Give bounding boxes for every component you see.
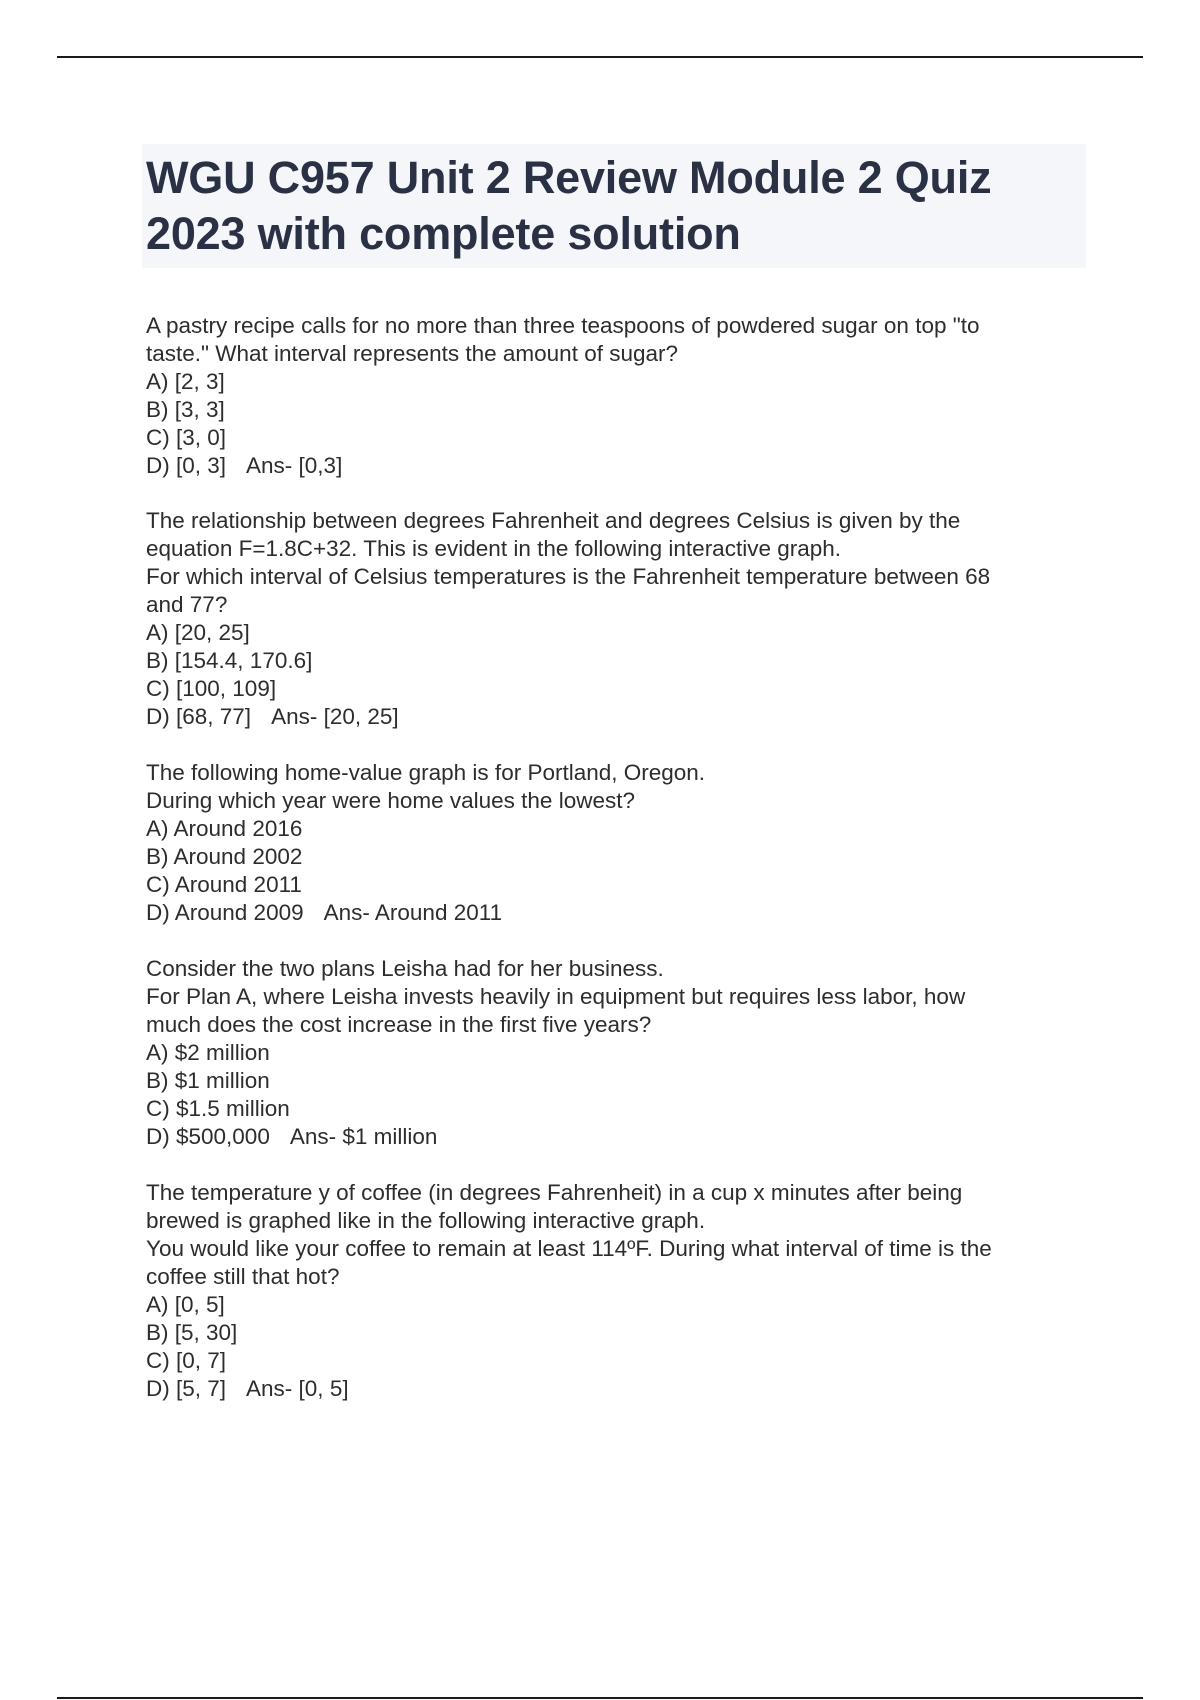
- answer-option: [146, 843, 1086, 871]
- question-text-line: The following home-value graph is for Portland, Oregon.: [146, 760, 706, 785]
- option-text: A) [20, 25]: [146, 620, 250, 645]
- answer-option: [146, 1347, 1086, 1375]
- question-text-line: The relationship between degrees Fahrenheit and degrees Celsius is given by the: [146, 508, 961, 533]
- footer-rule: [57, 1697, 1143, 1699]
- option-text: D) $500,000: [146, 1124, 270, 1149]
- question-text-line: brewed is graphed like in the following interactive graph.: [146, 1208, 706, 1233]
- answer-option: [146, 452, 1086, 480]
- answer-key: Ans- Around 2011: [323, 900, 503, 925]
- question-text-line: Consider the two plans Leisha had for her business.: [146, 956, 664, 981]
- answer-option: [146, 815, 1086, 843]
- option-text: C) $1.5 million: [146, 1096, 290, 1121]
- title-line-1: WGU C957 Unit 2 Review Module 2 Quiz: [146, 152, 992, 203]
- answer-key: Ans- [20, 25]: [271, 704, 399, 729]
- option-text: B) [3, 3]: [146, 397, 225, 422]
- answer-option: [146, 368, 1086, 396]
- answer-option: [146, 1067, 1086, 1095]
- option-text: D) [0, 3]: [146, 453, 227, 478]
- title-line-2: 2023 with complete solution: [146, 208, 741, 259]
- question-list: [146, 312, 1086, 1431]
- question-text-line: taste." What interval represents the amount of sugar?: [146, 341, 679, 366]
- option-text: A) [0, 5]: [146, 1292, 225, 1317]
- answer-option: [146, 871, 1086, 899]
- option-text: D) Around 2009: [146, 900, 304, 925]
- header-rule: [57, 56, 1143, 58]
- answer-option: [146, 1319, 1086, 1347]
- answer-option: [146, 619, 1086, 647]
- answer-option: [146, 899, 1086, 927]
- option-text: B) Around 2002: [146, 844, 303, 869]
- option-text: C) [100, 109]: [146, 676, 277, 701]
- option-text: B) [5, 30]: [146, 1320, 238, 1345]
- title-block: [142, 144, 1086, 268]
- answer-option: [146, 1375, 1086, 1403]
- question-text-line: equation F=1.8C+32. This is evident in the following interactive graph.: [146, 536, 842, 561]
- question-text-line: For Plan A, where Leisha invests heavily in equipment but requires less labor, how: [146, 984, 966, 1009]
- question-block: [146, 759, 1086, 927]
- answer-option: [146, 703, 1086, 731]
- question-text-line: and 77?: [146, 592, 228, 617]
- question-text-line: coffee still that hot?: [146, 1264, 340, 1289]
- answer-key: Ans- $1 million: [289, 1124, 438, 1149]
- question-text-line: much does the cost increase in the first five years?: [146, 1012, 652, 1037]
- option-text: C) [0, 7]: [146, 1348, 227, 1373]
- question-block: [146, 507, 1086, 731]
- answer-option: [146, 424, 1086, 452]
- question-text-line: You would like your coffee to remain at least 114ºF. During what interval of time is the: [146, 1236, 992, 1261]
- answer-key: Ans- [0,3]: [246, 453, 343, 478]
- question-text-line: A pastry recipe calls for no more than three teaspoons of powdered sugar on top "to: [146, 313, 980, 338]
- question-text-line: For which interval of Celsius temperatures is the Fahrenheit temperature between 68: [146, 564, 991, 589]
- answer-option: [146, 1291, 1086, 1319]
- answer-key: Ans- [0, 5]: [246, 1376, 349, 1401]
- option-text: A) [2, 3]: [146, 369, 225, 394]
- option-text: B) [154.4, 170.6]: [146, 648, 313, 673]
- answer-option: [146, 1039, 1086, 1067]
- option-text: A) $2 million: [146, 1040, 270, 1065]
- option-text: D) [5, 7]: [146, 1376, 227, 1401]
- option-text: A) Around 2016: [146, 816, 303, 841]
- answer-option: [146, 675, 1086, 703]
- question-block: [146, 312, 1086, 480]
- answer-option: [146, 396, 1086, 424]
- question-text-line: During which year were home values the lowest?: [146, 788, 635, 813]
- document-title: [146, 150, 1082, 262]
- question-block: [146, 1179, 1086, 1403]
- answer-option: [146, 647, 1086, 675]
- option-text: C) Around 2011: [146, 872, 302, 897]
- question-text-line: The temperature y of coffee (in degrees Fahrenheit) in a cup x minutes after being: [146, 1180, 963, 1205]
- option-text: B) $1 million: [146, 1068, 270, 1093]
- option-text: D) [68, 77]: [146, 704, 252, 729]
- question-block: [146, 955, 1086, 1151]
- option-text: C) [3, 0]: [146, 425, 227, 450]
- answer-option: [146, 1123, 1086, 1151]
- answer-option: [146, 1095, 1086, 1123]
